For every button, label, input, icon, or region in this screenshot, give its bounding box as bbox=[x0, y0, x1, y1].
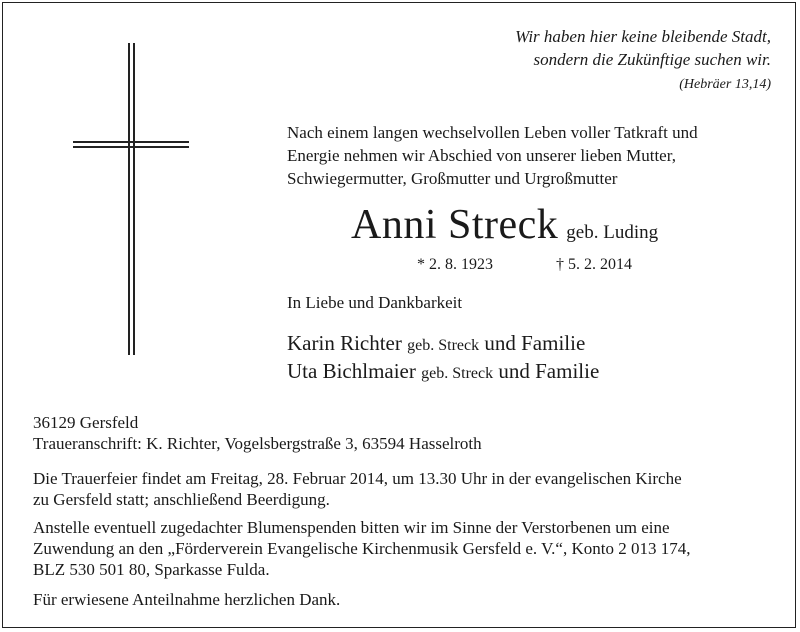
donation-line-2: Zuwendung an den „Förderverein Evangelische Kirchenmusik Gersfeld e. V.“, Konto 2 013 174, bbox=[33, 539, 691, 558]
quote-line-2: sondern die Zukünftige suchen wir. bbox=[533, 50, 771, 69]
intro-line-1: Nach einem langen wechselvollen Leben voller Tatkraft und bbox=[287, 123, 698, 142]
obituary-notice bbox=[2, 2, 796, 628]
quote-line-1: Wir haben hier keine bleibende Stadt, bbox=[515, 27, 771, 46]
funeral-line-2: zu Gersfeld statt; anschließend Beerdigung. bbox=[33, 490, 330, 509]
funeral-line-1: Die Trauerfeier findet am Freitag, 28. Februar 2014, um 13.30 Uhr in der evangelischen Kirche bbox=[33, 469, 682, 488]
birth-date: * 2. 8. 1923 bbox=[417, 256, 493, 273]
intro-line-3: Schwiegermutter, Großmutter und Urgroßmutter bbox=[287, 169, 618, 188]
family1-name: Karin Richter bbox=[287, 331, 402, 355]
intro-line-2: Energie nehmen wir Abschied von unserer lieben Mutter, bbox=[287, 146, 676, 165]
address-block bbox=[33, 412, 773, 454]
family2-name: Uta Bichlmaier bbox=[287, 359, 416, 383]
cross-icon bbox=[73, 43, 189, 355]
funeral-info bbox=[33, 468, 773, 510]
address-city: 36129 Gersfeld bbox=[33, 413, 139, 432]
intro-text bbox=[287, 121, 775, 190]
family-line-1 bbox=[287, 331, 585, 356]
donation-line-3: BLZ 530 501 80, Sparkasse Fulda. bbox=[33, 560, 270, 579]
quote-reference: (Hebräer 13,14) bbox=[679, 77, 771, 92]
donation-info bbox=[33, 517, 773, 580]
donation-line-1: Anstelle eventuell zugedachter Blumenspenden bitten wir im Sinne der Verstorbenen um eine bbox=[33, 518, 670, 537]
family1-birth: geb. Streck bbox=[407, 337, 480, 354]
address-contact: Traueranschrift: K. Richter, Vogelsbergstraße 3, 63594 Hasselroth bbox=[33, 434, 482, 453]
deceased-name: Anni Streck bbox=[351, 202, 559, 248]
family2-suffix: und Familie bbox=[498, 359, 600, 383]
deceased-name-line bbox=[351, 201, 658, 249]
deceased-birth-name: geb. Luding bbox=[566, 222, 659, 243]
family-line-2 bbox=[287, 359, 599, 384]
mourners-intro: In Liebe und Dankbarkeit bbox=[287, 293, 463, 312]
family2-birth: geb. Streck bbox=[421, 365, 494, 382]
thanks-line: Für erwiesene Anteilnahme herzlichen Dank. bbox=[33, 590, 341, 609]
family1-suffix: und Familie bbox=[484, 331, 586, 355]
bible-quote bbox=[515, 25, 771, 71]
death-date: † 5. 2. 2014 bbox=[556, 256, 632, 273]
